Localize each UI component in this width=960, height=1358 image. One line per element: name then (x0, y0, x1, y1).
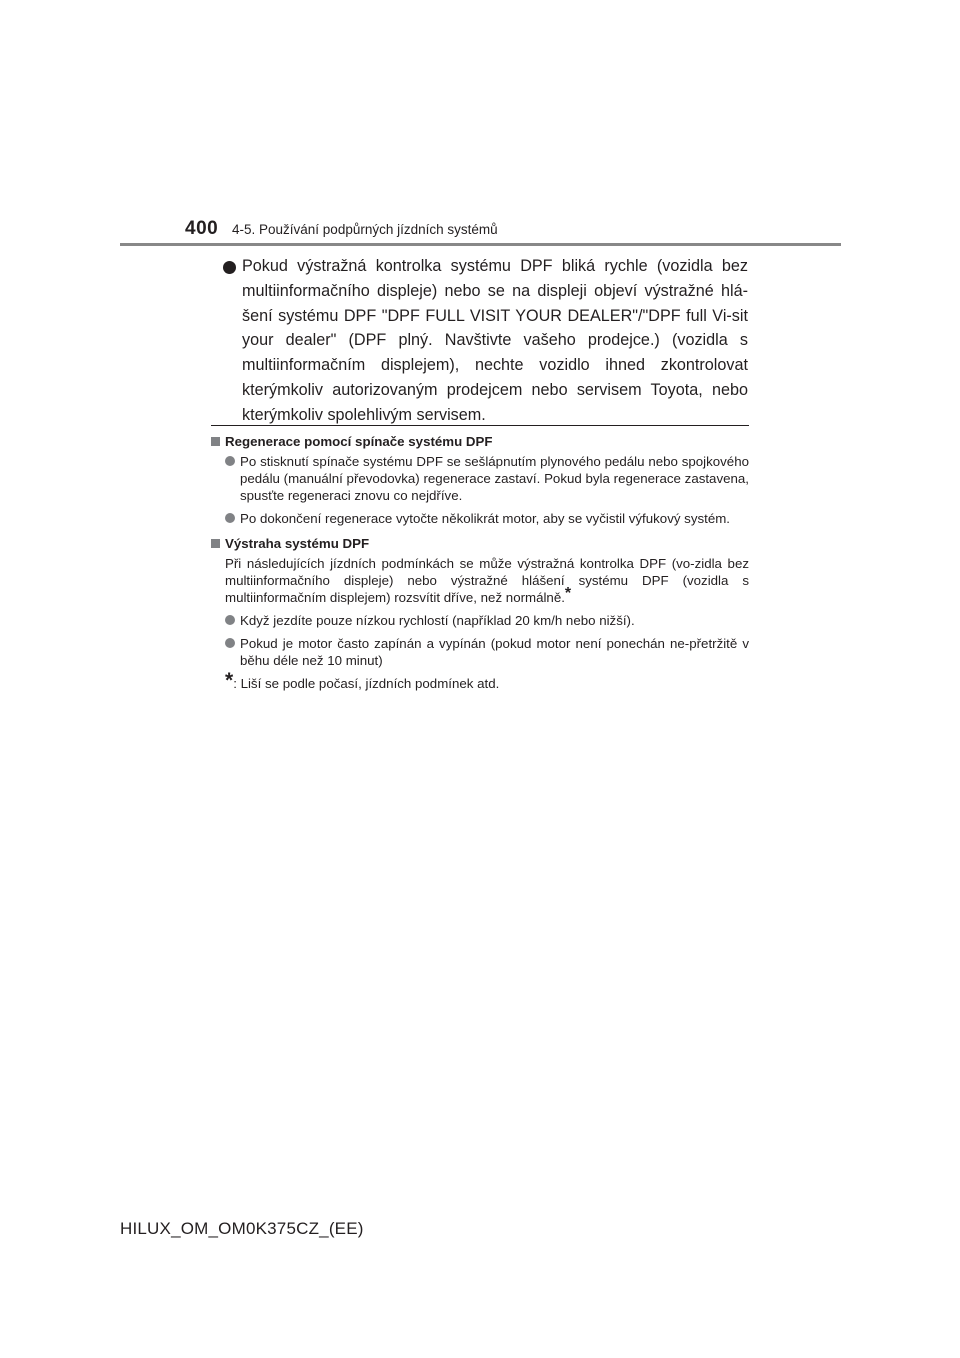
warning-heading (211, 535, 749, 552)
warning-intro-text: Při následujících jízdních podmínkách se může výstražná kontrolka DPF (vo-zidla bez multiinformačního displeje) nebo výstražné hlášení systému DPF (vozidla s multiinformačním displejem) rozsvítit dříve, než normálně. (225, 556, 749, 605)
round-bullet-icon (225, 638, 235, 648)
main-bullet-item (211, 254, 748, 428)
section-divider (211, 425, 749, 426)
regeneration-item-text: Po stisknutí spínače systému DPF se sešlápnutím plynového pedálu nebo spojkového pedálu (manuální převodovka) regenerace zastaví. Pokud byla regenerace zastavena, spusťte regeneraci znovu co nejdříve. (240, 454, 749, 503)
footnote-star-marker: * (564, 585, 572, 602)
footnote (211, 669, 749, 692)
footnote-text: : Liší se podle počasí, jízdních podmínek atd. (233, 676, 500, 691)
warning-item-text: Když jezdíte pouze nízkou rychlostí (například 20 km/h nebo nižší). (240, 613, 635, 628)
notes-section (211, 433, 749, 692)
round-bullet-icon (225, 513, 235, 523)
regeneration-item (211, 510, 749, 527)
square-bullet-icon (211, 437, 220, 446)
warning-intro (211, 555, 749, 606)
square-bullet-icon (211, 539, 220, 548)
regeneration-item-text: Po dokončení regenerace vytočte několikrát motor, aby se vyčistil výfukový systém. (240, 511, 730, 526)
regeneration-heading (211, 433, 749, 450)
regeneration-item (211, 453, 749, 504)
warning-item-text: Pokud je motor často zapínán a vypínán (pokud motor není ponechán ne-přetržitě v běhu déle než 10 minut) (240, 636, 749, 668)
footer-doc-code: HILUX_OM_OM0K375CZ_(EE) (120, 1219, 364, 1238)
round-bullet-icon (225, 615, 235, 625)
bullet-dot-icon (223, 261, 236, 274)
round-bullet-icon (225, 456, 235, 466)
main-bullet-text: Pokud výstražná kontrolka systému DPF bliká rychle (vozidla bez multiinformačního displeje) nebo se na displeji objeví výstražné hlá-šení systému DPF "DPF FULL VISIT YOUR DEALER"/"DPF full Vi-sit your dealer" (DPF plný. Navštivte vašeho prodejce.) (vozidla s multiinformačním displejem), nechte vozidlo ihned zkontrolovat kterýmkoliv autorizovaným prodejcem nebo servisem Toyota, nebo kterýmkoliv spolehlivým servisem. (242, 257, 748, 424)
header-divider (120, 243, 841, 246)
warning-heading-text: Výstraha systému DPF (225, 536, 370, 551)
section-title: 4-5. Používání podpůrných jízdních systémů (232, 222, 498, 237)
footnote-star: * (225, 669, 234, 692)
page-number: 400 (185, 218, 219, 239)
regeneration-heading-text: Regenerace pomocí spínače systému DPF (225, 434, 493, 449)
warning-item (211, 612, 749, 629)
warning-item (211, 635, 749, 669)
